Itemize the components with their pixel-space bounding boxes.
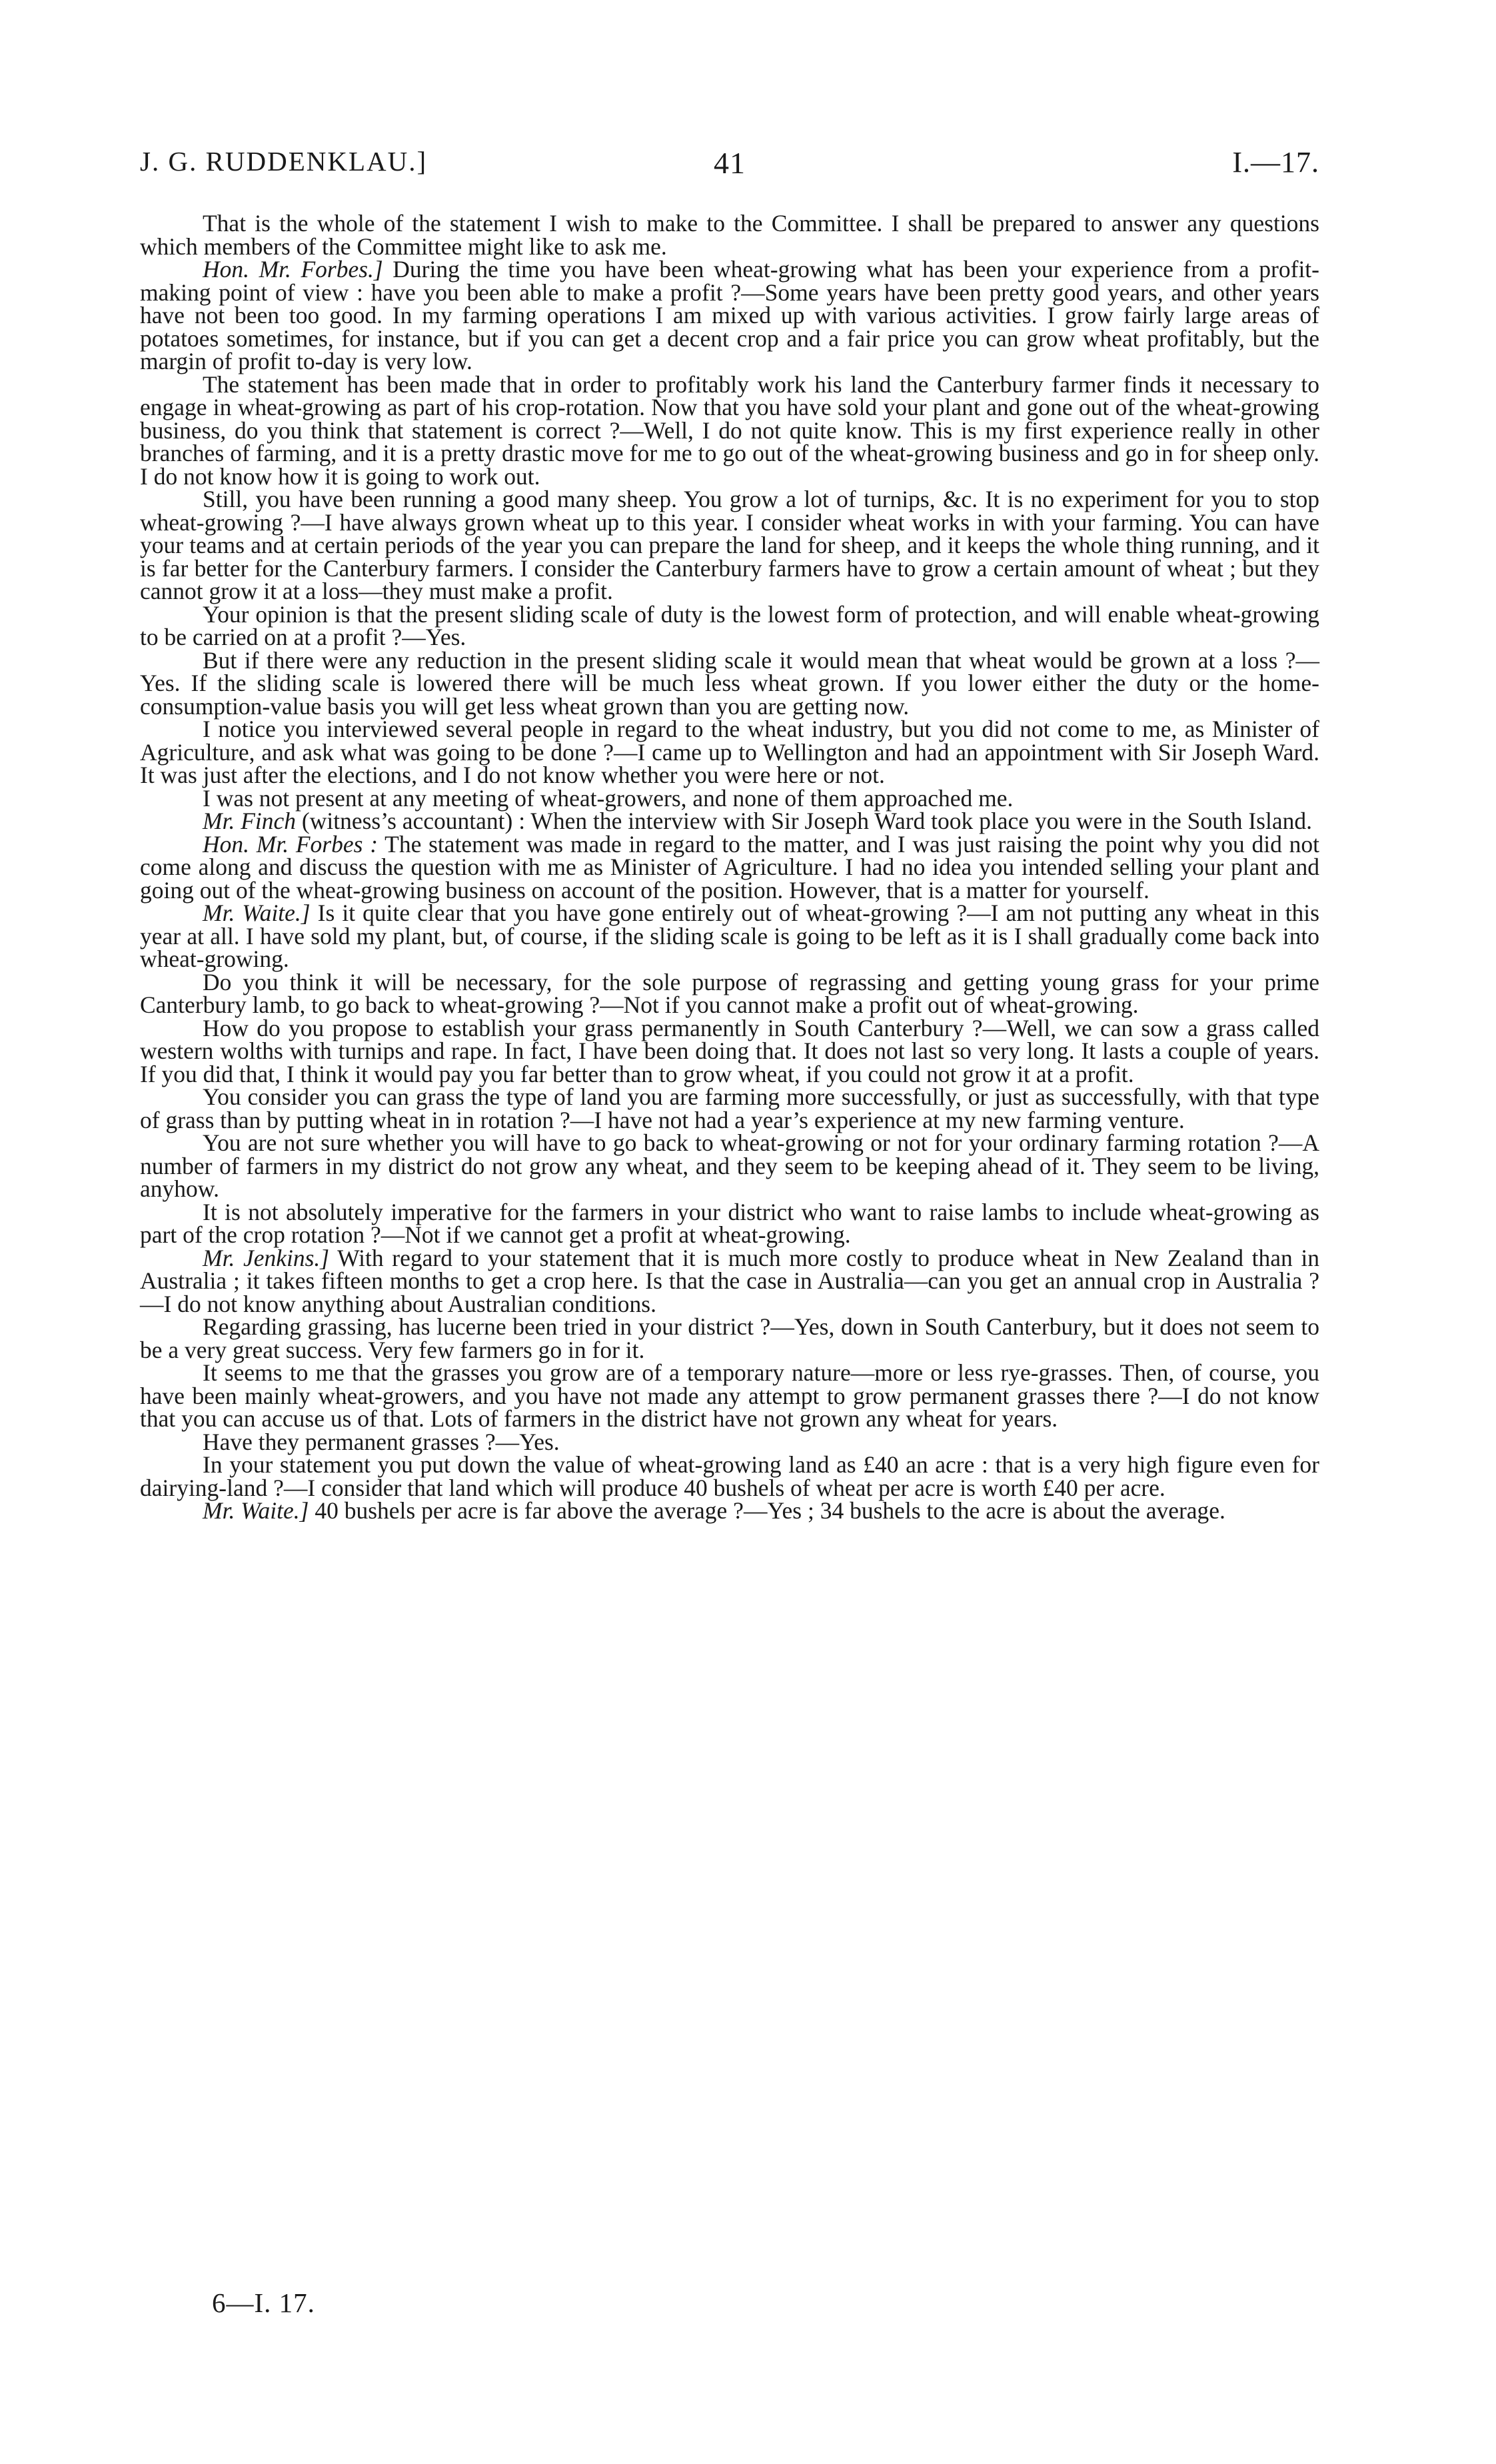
paragraph	[140, 212, 1319, 258]
paragraph-text: During the time you have been wheat-growing what has been your experience from a profit-making point of view : have you been able to make a profit ?—Some years have been pretty good years, and other years have not been too good. In my farming operations I am mixed up with various activities. I grow fairly large areas of potatoes sometimes, for instance, but if you can get a decent crop and a fair price you can grow wheat profitably, but the margin of profit to-day is very low.	[140, 256, 1319, 374]
paragraph	[140, 1085, 1319, 1131]
speaker: Hon. Mr. Forbes.]	[203, 256, 383, 283]
paragraph	[140, 1131, 1319, 1201]
witness-name-header: J. G. RUDDENKLAU.]	[140, 146, 428, 177]
paragraph	[140, 1198, 1319, 1248]
paragraph	[140, 1499, 1319, 1523]
body-text	[140, 212, 1319, 1523]
paragraph-text: You consider you can grass the type of land you are farming more successfully, or just as successfully, with that type of grass than by putting wheat in in rotation ?—I have not had a year’s experience at my new farming venture.	[140, 1083, 1319, 1133]
paragraph-text: That is the whole of the statement I wish to make to the Committee. I shall be prepared to answer any questions which members of the Committee might like to ask me.	[140, 210, 1319, 260]
paragraph-text: Have they permanent grasses ?—Yes.	[203, 1428, 560, 1455]
paragraph-text: In your statement you put down the value of wheat-growing land as £40 an acre : that is a very high figure even for dairying-land ?—I consider that land which will produce 40 bushels of wheat per acre is worth £40 per acre.	[140, 1451, 1319, 1501]
paper-reference: I.—17.	[1232, 146, 1319, 179]
paragraph-text: It seems to me that the grasses you grow are of a temporary nature—more or less rye-grasses. Then, of course, you have been mainly wheat-growers, and you have not made any attempt to grow permanent grasses there ?—I do not know that you can accuse us of that. Lots of farmers in the district have not grown any wheat for years.	[140, 1359, 1319, 1432]
paragraph	[140, 1361, 1319, 1431]
paragraph	[140, 1315, 1319, 1361]
paragraph-text: Do you think it will be necessary, for the sole purpose of regrassing and getting young grass for your prime Canterbury lamb, to go back to wheat-growing ?—Not if you cannot make a profit out of wheat-growing.	[140, 968, 1319, 1018]
paragraph-text: Is it quite clear that you have gone entirely out of wheat-growing ?—I am not putting any wheat in this year at all. I have sold my plant, but, of course, if the sliding scale is going to be left as it is I shall gradually come back into wheat-growing.	[140, 900, 1319, 972]
speaker: Mr. Jenkins.]	[203, 1244, 330, 1271]
paragraph	[140, 784, 1319, 812]
paragraph-text: The statement has been made that in order to profitably work his land the Canterbury farmer finds it necessary to engage in wheat-growing as part of his crop-rotation. Now that you have sold your plant and gone out of the wheat-growing business, do you think that statement is correct ?—Well, I do not quite know. This is my first experience really in other branches of farming, and it is a pretty drastic move for me to go out of the wheat-growing business and go in for sheep only. I do not know how it is going to work out.	[140, 370, 1319, 490]
speaker: Mr. Waite.]	[203, 1497, 309, 1524]
paragraph-text: I notice you interviewed several people in regard to the wheat industry, but you did not come to me, as Minister of Agriculture, and ask what was going to be done ?—I came up to Wellington and had an appointment with Sir Joseph Ward. It was just after the elections, and I do not know whether you were here or not.	[140, 716, 1319, 788]
paragraph	[140, 646, 1319, 720]
paragraph	[140, 718, 1319, 787]
paragraph	[140, 258, 1319, 373]
paragraph	[140, 810, 1319, 833]
paragraph-text: How do you propose to establish your grass permanently in South Canterbury ?—Well, we can sow a grass called western wolths with turnips and rape. In fact, I have been doing that. It does not last so very long. It lasts a couple of years. If you did that, I think it would pay you far better than to grow wheat, if you could not grow it at a profit.	[140, 1014, 1319, 1087]
paragraph-text: Regarding grassing, has lucerne been tried in your district ?—Yes, down in South Canterbury, but it does not seem to be a very great success. Very few farmers go in for it.	[140, 1313, 1319, 1363]
paragraph-text: I was not present at any meeting of wheat-growers, and none of them approached me.	[203, 784, 1014, 812]
paragraph-text: Still, you have been running a good many sheep. You grow a lot of turnips, &c. It is no experiment for you to stop wheat-growing ?—I have always grown wheat up to this year. I consider wheat works in with your farming. You can have your teams and at certain periods of the year you can prepare the land for sheep, and it keeps the whole thing running, and it is far better for the Canterbury farmers. I consider the Canterbury farmers have to grow a certain amount of wheat ; but they cannot grow it at a loss—they must make a profit.	[140, 486, 1319, 604]
paragraph-text: 40 bushels per acre is far above the average ?—Yes ; 34 bushels to the acre is about the average.	[309, 1497, 1225, 1524]
paragraph	[140, 830, 1319, 904]
paragraph-text: Your opinion is that the present sliding scale of duty is the lowest form of protection, and will enable wheat-growing to be carried on at a profit ?—Yes.	[140, 600, 1319, 650]
speaker: Mr. Waite.]	[203, 900, 311, 926]
paragraph	[140, 1453, 1319, 1499]
paragraph-text: The statement was made in regard to the matter, and I was just raising the point why you did not come along and discuss the question with me as Minister of Agriculture. I had no idea you intended selling your plant and going out of the wheat-growing business on account of the position. However, that is a matter for yourself.	[140, 830, 1319, 904]
paragraph-text: (witness’s accountant) : When the interview with Sir Joseph Ward took place you were in the South Island.	[296, 808, 1312, 834]
paragraph-text: With regard to your statement that it is much more costly to produce wheat in New Zealand than in Australia ; it takes fifteen months to get a crop here. Is that the case in Australia—can you get an annual crop in Australia ?—I do not know anything about Australian conditions.	[140, 1244, 1320, 1317]
paragraph	[140, 968, 1319, 1018]
paragraph-text: But if there were any reduction in the present sliding scale it would mean that wheat would be grown at a loss ?—Yes. If the sliding scale is lowered there will be much less wheat grown. If you lower either the duty or the home-consumption-value basis you will get less wheat grown than you are getting now.	[140, 646, 1319, 720]
paragraph-text: It is not absolutely imperative for the farmers in your district who want to raise lambs to include wheat-growing as part of the crop rotation ?—Not if we cannot get a profit at wheat-growing.	[140, 1198, 1319, 1248]
running-head	[140, 145, 1319, 185]
paragraph	[140, 1014, 1319, 1087]
paragraph	[140, 600, 1319, 650]
paragraph	[140, 1244, 1320, 1317]
paragraph-text: You are not sure whether you will have to go back to wheat-growing or not for your ordinary farming rotation ?—A number of farmers in my district do not grow any wheat, and they seem to be keeping ahead of it. They seem to be living, anyhow.	[140, 1129, 1319, 1202]
speaker: Hon. Mr. Forbes :	[203, 830, 378, 858]
paragraph	[140, 1428, 1319, 1455]
paragraph	[140, 488, 1319, 603]
paragraph	[140, 370, 1319, 490]
speaker: Mr. Finch	[203, 808, 297, 834]
signature-mark: 6—I. 17.	[212, 2287, 315, 2318]
paragraph	[140, 902, 1319, 971]
page-number: 41	[714, 146, 746, 180]
